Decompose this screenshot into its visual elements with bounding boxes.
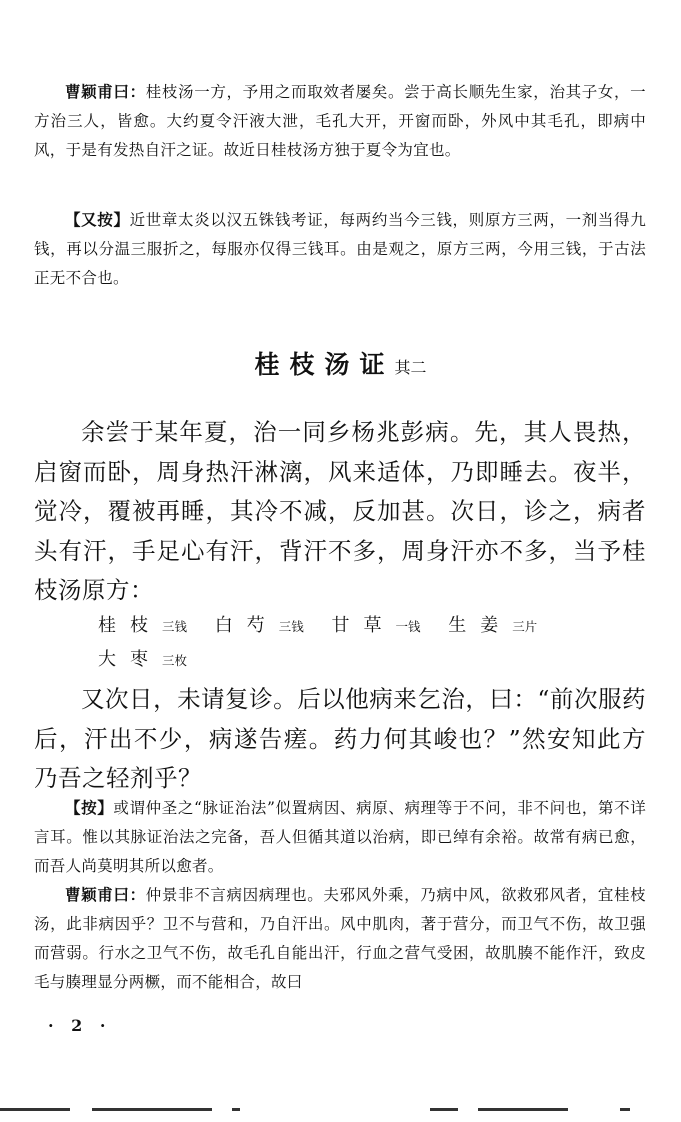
herb-item xyxy=(332,612,421,641)
section-title-sub: 其二 xyxy=(394,358,427,377)
commentary-cao-yingfu-2 xyxy=(34,880,646,997)
commentary-cao-yingfu-1 xyxy=(34,77,646,165)
herb-dose: 一钱 xyxy=(395,619,421,634)
herb-item xyxy=(98,612,187,641)
case-narrative xyxy=(34,413,646,611)
commentary-text: 仲景非不言病因病理也。夫邪风外乘，乃病中风，欲救邪风者，宜桂枝汤，此非病因乎？卫不与营和，乃自汗出。风中肌肉，著于营分，而卫气不伤，故卫强而营弱。行水之卫气不伤，故毛孔自能出汗，行血之营气受困，故肌腠不能作汗，致皮毛与腠理显分两橛，而不能相合，故曰 xyxy=(34,886,646,991)
scan-edge-mark xyxy=(430,1108,458,1111)
herb-name: 桂枝 xyxy=(98,615,162,636)
herb-item xyxy=(448,612,537,641)
commentary-lead: 曹颖甫曰： xyxy=(65,82,146,101)
note-you-an xyxy=(34,205,646,293)
scan-edge-mark xyxy=(232,1108,240,1111)
commentary-text: 桂枝汤一方，予用之而取效者屡矣。尝于高长顺先生家，治其子女，一方治三人，皆愈。大约夏令汗液大泄，毛孔大开，开窗而卧，外风中其毛孔，即病中风，于是有发热自汗之证。故近日桂枝汤方独于夏令为宜也。 xyxy=(34,83,646,159)
case-text: 余尝于某年夏，治一同乡杨兆彭病。先，其人畏热，启窗而卧，周身热汗淋漓，风来适体，乃即睡去。夜半，觉冷，覆被再睡，其冷不减，反加甚。次日，诊之，病者头有汗，手足心有汗，背汗不多，周身汗亦不多，当予桂枝汤原方： xyxy=(34,418,646,604)
herb-dose: 三钱 xyxy=(278,619,304,634)
herb-name: 白芍 xyxy=(214,615,279,636)
note-text: 或谓仲圣之“脉证治法”似置病因、病原、病理等于不问，非不问也，第不详言耳。惟以其脉证治法之完备，吾人但循其道以治病，即已绰有余裕。故常有病已愈，而吾人尚莫明其所以愈者。 xyxy=(34,799,646,875)
page-number: · 2 · xyxy=(48,1016,112,1035)
note-text: 近世章太炎以汉五铢钱考证，每两约当今三钱，则原方三两，一剂当得九钱，再以分温三服折之，每服亦仅得三钱耳。由是观之，原方三两，今用三钱，于古法正无不合也。 xyxy=(34,211,646,287)
herb-item xyxy=(98,646,187,675)
herb-name: 甘草 xyxy=(331,615,396,636)
herb-item xyxy=(215,612,304,641)
herb-name: 大枣 xyxy=(98,649,162,670)
followup-narrative xyxy=(34,680,646,799)
commentary-lead: 曹颖甫曰： xyxy=(65,885,146,904)
herb-dose: 三枚 xyxy=(162,653,188,668)
scan-edge-mark xyxy=(620,1108,630,1111)
note-lead: 【又按】 xyxy=(65,210,130,229)
herb-dose: 三片 xyxy=(512,619,538,634)
note-lead: 【按】 xyxy=(65,798,114,817)
herb-dose: 三钱 xyxy=(162,619,188,634)
note-an xyxy=(34,793,646,881)
scan-edge-mark xyxy=(92,1108,212,1111)
herb-name: 生姜 xyxy=(448,615,513,636)
prescription-row-2 xyxy=(98,646,209,675)
scan-edge-mark xyxy=(0,1108,70,1111)
scan-edge-mark xyxy=(478,1108,568,1111)
section-title xyxy=(0,345,681,381)
prescription-row-1 xyxy=(98,612,559,641)
section-title-main: 桂枝汤证 xyxy=(254,350,395,379)
followup-text: 又次日，未请复诊。后以他病来乞治，曰：“前次服药后，汗出不少，病遂告瘥。药力何其峻也？”然安知此方乃吾之轻剂乎？ xyxy=(34,685,646,792)
